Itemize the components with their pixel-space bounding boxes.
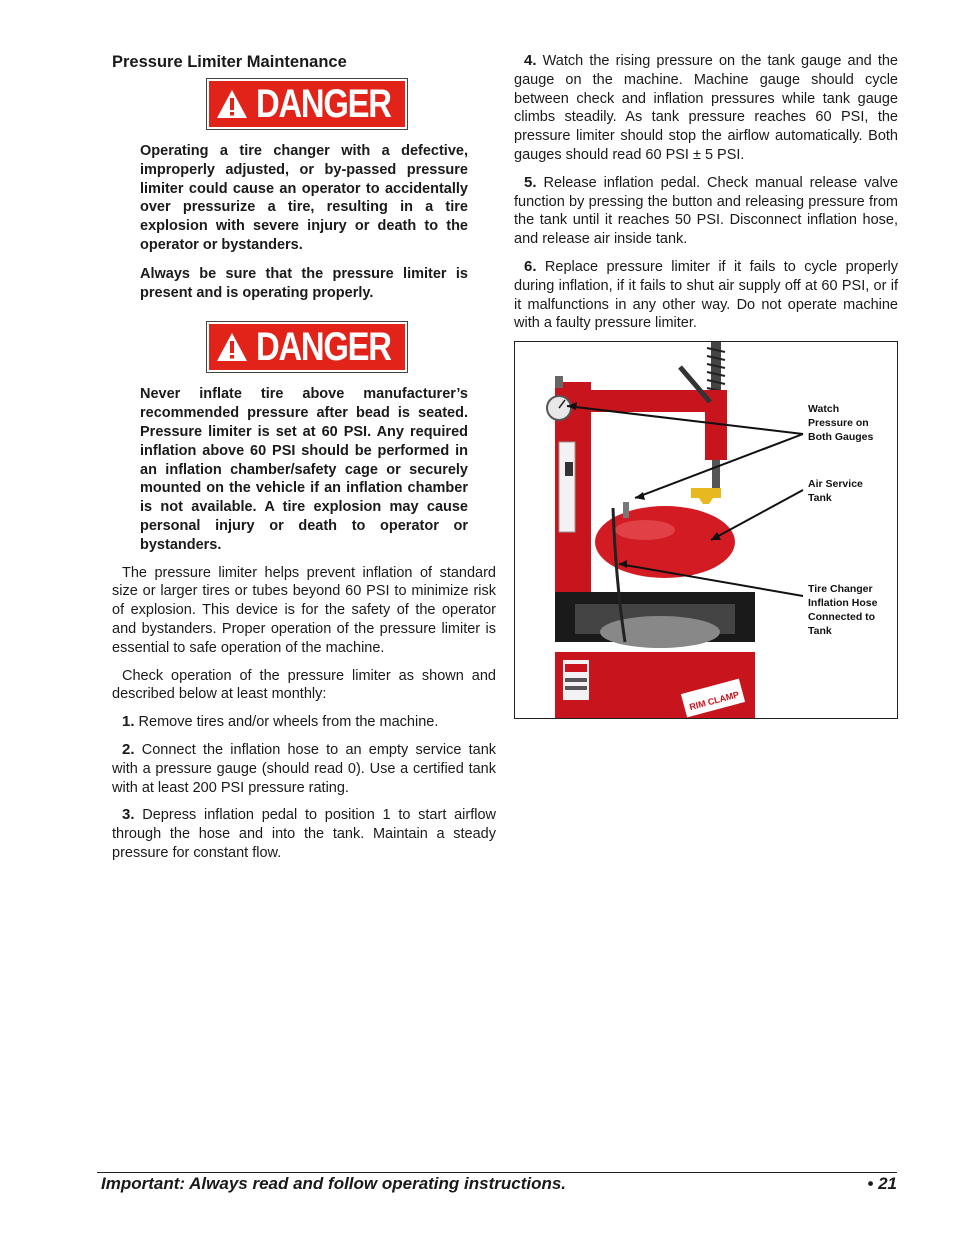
page-number: • 21 bbox=[867, 1174, 897, 1193]
step-number: 2. bbox=[122, 740, 135, 758]
callout-air-service-tank: Air Service Tank bbox=[808, 478, 863, 504]
danger-label: DANGER bbox=[255, 82, 391, 126]
footer-note: Important: Always read and follow operating instructions. bbox=[101, 1174, 567, 1193]
step-number: 3. bbox=[122, 806, 135, 824]
step-number: 5. bbox=[524, 173, 537, 191]
step-text: Depress inflation pedal to position 1 to start airflow through the hose and into the tank. Maintain a steady pressure for constant flow. bbox=[112, 807, 496, 861]
danger-sign bbox=[206, 78, 408, 130]
step-6 bbox=[514, 258, 898, 333]
body-paragraph: Check operation of the pressure limiter as shown and described below at least monthly: bbox=[112, 667, 496, 703]
step-text: Replace pressure limiter if it fails to cycle properly during inflation, if it fails to shut air supply off at 60 PSI, or if it malfunctions in any other way. Do not operate machine with a faulty pressure limiter. bbox=[514, 258, 899, 332]
step-4 bbox=[514, 52, 898, 165]
step-1 bbox=[112, 713, 496, 732]
warning-triangle-icon bbox=[216, 332, 248, 362]
warning-paragraph: Operating a tire changer with a defective, improperly adjusted, or by-passed pressure limiter could cause an operator to accidentally over pressurize a tire, resulting in a tire explosion with severe injury or death to the operator or bystanders. bbox=[140, 143, 468, 253]
warning-triangle-icon bbox=[216, 89, 248, 119]
callout-inflation-hose: Tire Changer Inflation Hose Connected to Tank bbox=[808, 583, 878, 637]
step-5 bbox=[514, 174, 898, 249]
step-text: Release inflation pedal. Check manual release valve function by pressing the button and releasing pressure from the tank until it reaches 50 PSI. Disconnect inflation hose, and release air inside tank. bbox=[514, 174, 899, 248]
page-footer bbox=[101, 1173, 897, 1195]
step-text: Remove tires and/or wheels from the machine. bbox=[138, 714, 439, 731]
step-number: 4. bbox=[524, 52, 537, 69]
danger-label: DANGER bbox=[255, 325, 391, 370]
danger-sign bbox=[206, 321, 408, 373]
body-paragraph: The pressure limiter helps prevent inflation of standard size or larger tires or tubes beyond 60 PSI to minimize risk of explosion. This device is for the safety of the operator and bystanders. Proper operation of the pressure limiter is essential to safe operation of the machine. bbox=[112, 564, 496, 656]
step-2 bbox=[112, 741, 496, 797]
step-3 bbox=[112, 806, 496, 862]
rim-clamp-label: RIM CLAMP bbox=[688, 689, 741, 713]
tire-changer-photo bbox=[514, 341, 898, 719]
danger-warning-text bbox=[140, 385, 468, 554]
tire-changer-illustration bbox=[515, 342, 897, 718]
warning-paragraph: Never inflate tire above manufacturer’s recommended pressure after bead is seated. Pressure limiter is set at 60 PSI. Any required inflation above 60 PSI should be performed in an inflation chamber/safety cage or securely mounted on the vehicle if an inflation chamber is not available. A tire explosion may cause personal injury or death to operator or bystanders. bbox=[140, 386, 468, 553]
step-text: Connect the inflation hose to an empty service tank with a pressure gauge (should read 0). Use a certified tank with at least 200 PSI pressure rating. bbox=[112, 741, 497, 796]
step-text: Watch the rising pressure on the tank gauge and the gauge on the machine. Machine gauge should cycle between check and inflation pressures while tank gauge climbs steadily. As tank pressure reaches 60 PSI, the pressure limiter should stop the airflow automatically. Both gauges should read 60 PSI ± 5 PSI. bbox=[514, 53, 898, 163]
step-number: 1. bbox=[122, 713, 135, 731]
warning-paragraph: Always be sure that the pressure limiter is present and is operating properly. bbox=[140, 265, 468, 301]
section-title: Pressure Limiter Maintenance bbox=[112, 53, 347, 71]
step-number: 6. bbox=[524, 257, 537, 275]
callout-watch-gauges: Watch Pressure on Both Gauges bbox=[808, 403, 874, 443]
left-column bbox=[112, 52, 496, 863]
danger-warning-text bbox=[140, 142, 468, 302]
right-column bbox=[514, 52, 898, 333]
